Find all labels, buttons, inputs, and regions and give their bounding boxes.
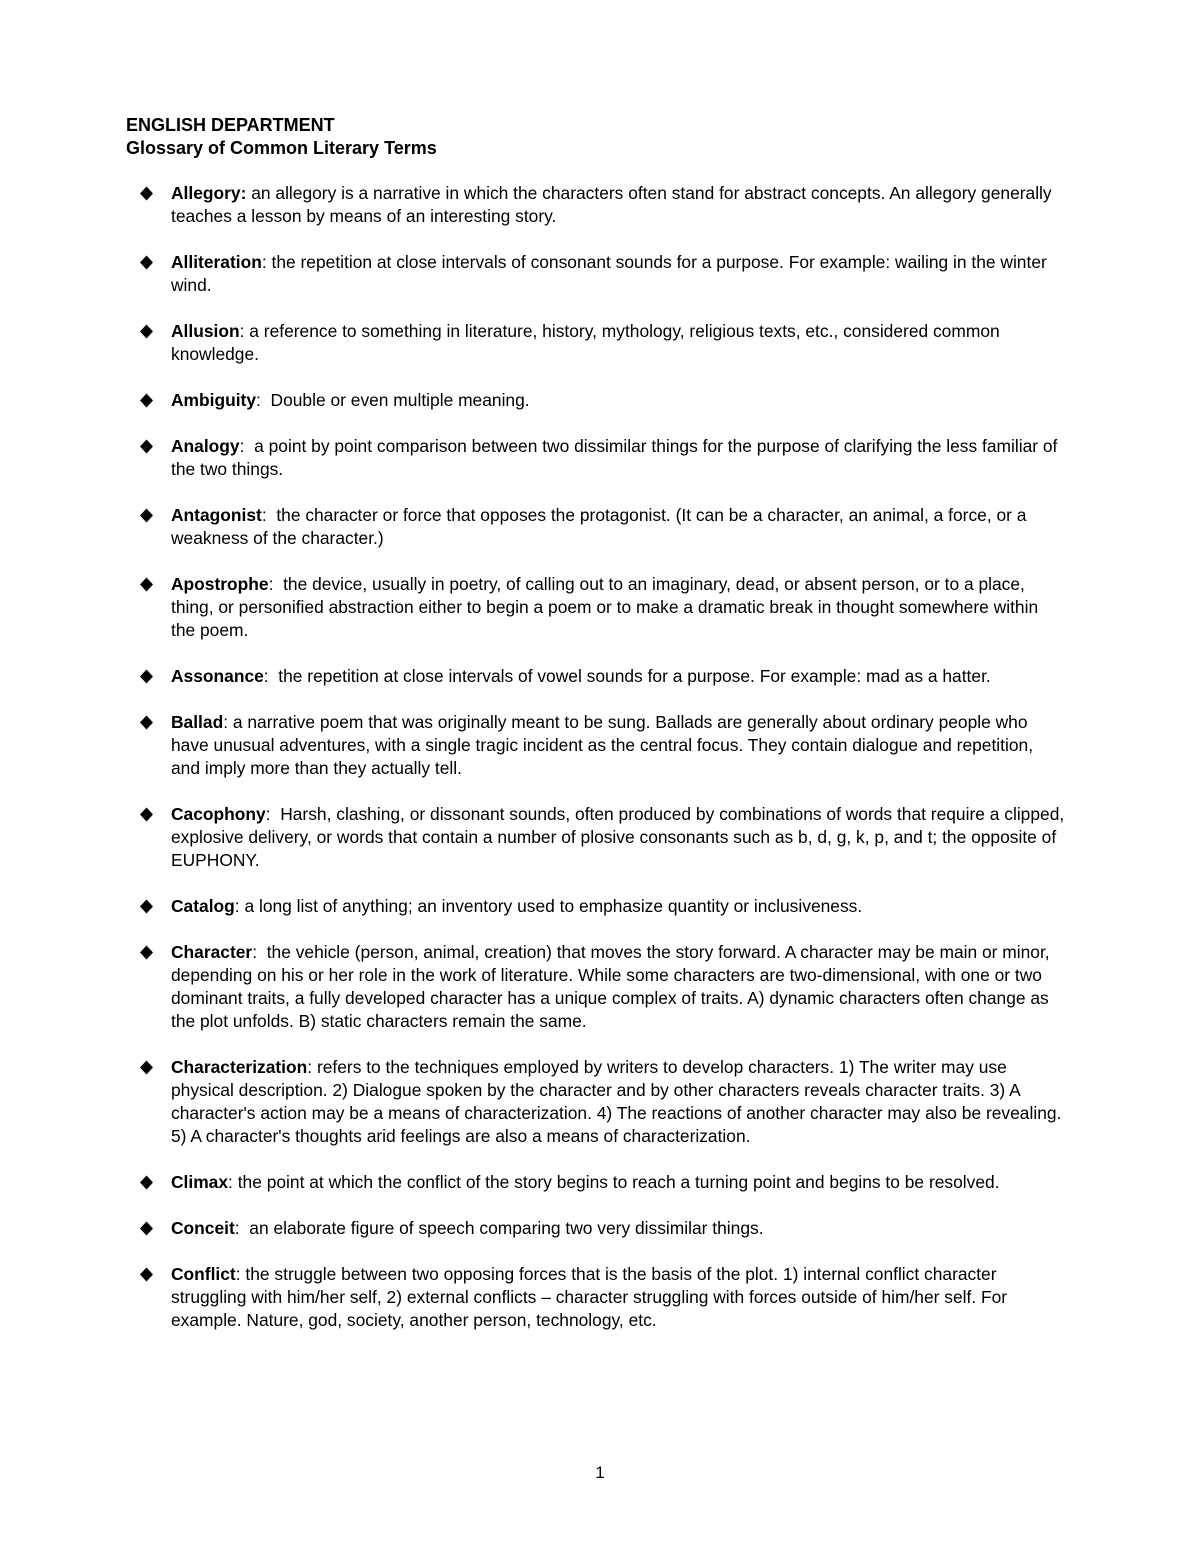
glossary-entry — [0, 504, 1200, 550]
glossary-definition: a narrative poem that was originally meant to be sung. Ballads are generally about ordinary people who have unusual adventures, with a single tragic incident as the central focus. They contain dialogue and repetition, and imply more than they actually tell. — [171, 712, 1034, 778]
glossary-term: Ballad — [171, 712, 224, 732]
glossary-term: Conflict — [171, 1264, 236, 1284]
glossary-definition: an elaborate figure of speech comparing two very dissimilar things. — [249, 1218, 764, 1238]
diamond-bullet-icon — [138, 323, 155, 340]
term-separator: : — [261, 252, 272, 272]
glossary-entry — [0, 1171, 1200, 1194]
glossary-definition: a reference to something in literature, history, mythology, religious texts, etc., considered common knowledge. — [171, 321, 1000, 364]
glossary-definition: the struggle between two opposing forces that is the basis of the plot. 1) internal conflict character struggling with him/her self, 2) external conflicts – character struggling with forces outside of him/her self. For example. Nature, god, society, another person, technology, etc. — [171, 1264, 1008, 1330]
diamond-bullet-icon — [138, 392, 155, 409]
entry-text — [171, 251, 1066, 297]
glossary-entry — [0, 1217, 1200, 1240]
entry-text — [171, 1263, 1066, 1332]
entry-text — [171, 389, 1066, 412]
diamond-bullet-icon — [138, 185, 155, 202]
glossary-definition: the repetition at close intervals of vowel sounds for a purpose. For example: mad as a hatter. — [278, 666, 991, 686]
glossary-term: Assonance — [171, 666, 264, 686]
glossary-term: Catalog — [171, 896, 235, 916]
term-separator: : — [239, 436, 255, 456]
glossary-entry — [0, 1056, 1200, 1148]
glossary-definition: the point at which the conflict of the story begins to reach a turning point and begins to be resolved. — [237, 1172, 1000, 1192]
term-separator: : — [234, 1218, 250, 1238]
glossary-term: Allegory: — [171, 183, 247, 203]
glossary-entry — [0, 895, 1200, 918]
glossary-definition: the character or force that opposes the protagonist. (It can be a character, an animal, a force, or a weakness of the character.) — [171, 505, 1027, 548]
diamond-bullet-icon — [138, 898, 155, 915]
term-separator: : — [234, 896, 245, 916]
entry-text — [171, 573, 1066, 642]
diamond-bullet-icon — [138, 254, 155, 271]
diamond-bullet-icon — [138, 1174, 155, 1191]
diamond-bullet-icon — [138, 1220, 155, 1237]
term-separator: : — [252, 942, 267, 962]
entry-text — [171, 504, 1066, 550]
glossary-entry — [0, 803, 1200, 872]
glossary-definition: a long list of anything; an inventory used to emphasize quantity or inclusiveness. — [244, 896, 863, 916]
glossary-term: Allusion — [171, 321, 240, 341]
term-separator: : — [265, 804, 281, 824]
term-separator: : — [268, 574, 284, 594]
term-separator: : — [239, 321, 250, 341]
glossary-list — [0, 182, 1200, 1355]
term-separator: : — [223, 712, 233, 732]
glossary-term: Cacophony — [171, 804, 266, 824]
term-separator: : — [235, 1264, 246, 1284]
glossary-term: Climax — [171, 1172, 229, 1192]
glossary-entry — [0, 665, 1200, 688]
entry-text — [171, 435, 1066, 481]
department-heading: ENGLISH DEPARTMENT — [126, 115, 335, 135]
glossary-entry — [0, 941, 1200, 1033]
glossary-term: Apostrophe — [171, 574, 269, 594]
entry-text — [171, 182, 1066, 228]
page-number: 1 — [595, 1463, 605, 1482]
glossary-term: Character — [171, 942, 253, 962]
glossary-definition: Double or even multiple meaning. — [270, 390, 530, 410]
diamond-bullet-icon — [138, 714, 155, 731]
glossary-term: Ambiguity — [171, 390, 257, 410]
entry-text — [171, 1217, 1066, 1240]
term-separator: : — [256, 390, 271, 410]
term-separator: : — [307, 1057, 317, 1077]
glossary-term: Antagonist — [171, 505, 262, 525]
term-separator: : — [263, 666, 279, 686]
entry-text — [171, 941, 1066, 1033]
glossary-term: Conceit — [171, 1218, 235, 1238]
glossary-entry — [0, 389, 1200, 412]
glossary-definition: a point by point comparison between two dissimilar things for the purpose of clarifying the less familiar of the two things. — [171, 436, 1058, 479]
glossary-definition: an allegory is a narrative in which the characters often stand for abstract concepts. An allegory generally teaches a lesson by means of an interesting story. — [171, 183, 1052, 226]
entry-text — [171, 665, 1066, 688]
entry-text — [171, 711, 1066, 780]
glossary-definition: refers to the techniques employed by writers to develop characters. 1) The writer may use physical description. 2) Dialogue spoken by the character and by other characters reveals character traits. 3) A character's action may be a means of characterization. 4) The reactions of another character may also be revealing. 5) A character's thoughts arid feelings are also a means of characterization. — [171, 1057, 1062, 1146]
entry-text — [171, 895, 1066, 918]
entry-text — [171, 803, 1066, 872]
glossary-definition: the vehicle (person, animal, creation) that moves the story forward. A character may be main or minor, depending on his or her role in the work of literature. While some characters are two-dimensional, with one or two dominant traits, a fully developed character has a unique complex of traits. A) dynamic characters often change as the plot unfolds. B) static characters remain the same. — [171, 942, 1050, 1031]
glossary-term: Characterization — [171, 1057, 308, 1077]
glossary-entry — [0, 1263, 1200, 1332]
diamond-bullet-icon — [138, 507, 155, 524]
glossary-entry — [0, 251, 1200, 297]
glossary-title: Glossary of Common Literary Terms — [126, 138, 437, 158]
glossary-term: Alliteration — [171, 252, 262, 272]
diamond-bullet-icon — [138, 944, 155, 961]
diamond-bullet-icon — [138, 806, 155, 823]
glossary-entry — [0, 320, 1200, 366]
diamond-bullet-icon — [138, 438, 155, 455]
term-separator: : — [228, 1172, 238, 1192]
entry-text — [171, 1056, 1066, 1148]
glossary-entry — [0, 182, 1200, 228]
glossary-definition: Harsh, clashing, or dissonant sounds, often produced by combinations of words that require a clipped, explosive delivery, or words that contain a number of plosive consonants such as b, d, g, k, p, and t; the opposite of EUPHONY. — [171, 804, 1065, 870]
document-header — [126, 114, 437, 160]
glossary-term: Analogy — [171, 436, 240, 456]
diamond-bullet-icon — [138, 1059, 155, 1076]
diamond-bullet-icon — [138, 576, 155, 593]
glossary-entry — [0, 435, 1200, 481]
glossary-entry — [0, 573, 1200, 642]
entry-text — [171, 1171, 1066, 1194]
term-separator: : — [261, 505, 277, 525]
diamond-bullet-icon — [138, 1266, 155, 1283]
glossary-entry — [0, 711, 1200, 780]
glossary-definition: the device, usually in poetry, of calling out to an imaginary, dead, or absent person, or to a place, thing, or personified abstraction either to begin a poem or to make a dramatic break in thought somewhere within the poem. — [171, 574, 1039, 640]
glossary-definition: the repetition at close intervals of consonant sounds for a purpose. For example: wailing in the winter wind. — [171, 252, 1047, 295]
entry-text — [171, 320, 1066, 366]
diamond-bullet-icon — [138, 668, 155, 685]
